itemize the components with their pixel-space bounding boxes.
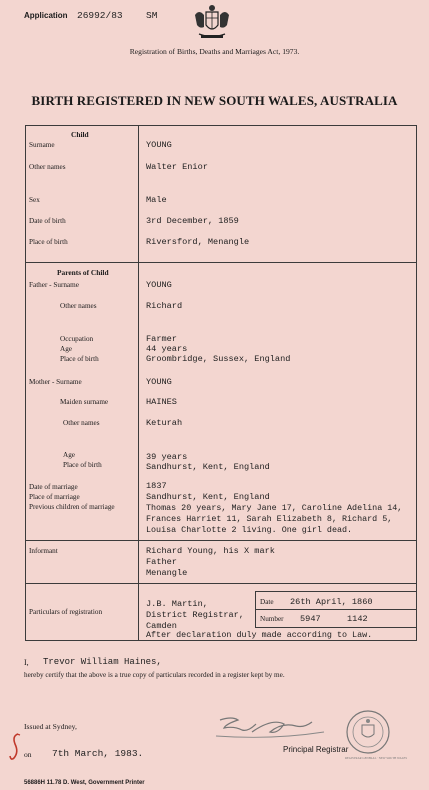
marriage-place: Sandhurst, Kent, England: [146, 492, 270, 502]
child-pob-label: Place of birth: [29, 238, 68, 246]
child-pob: Riversford, Menangle: [146, 237, 250, 247]
mother-age-label: Age: [63, 451, 75, 459]
column-divider: [138, 125, 139, 641]
certifier-name: Trevor William Haines,: [43, 657, 162, 667]
printer-footer: 56886H 11.78 D. West, Government Printer: [24, 780, 145, 786]
page-title: BIRTH REGISTERED IN NEW SOUTH WALES, AUSTRALIA: [31, 93, 398, 108]
maiden-surname-label: Maiden surname: [60, 398, 109, 406]
child-heading: Child: [71, 130, 89, 139]
father-occupation: Farmer: [146, 334, 177, 344]
initial-mark-icon: [9, 732, 23, 767]
date-box-top: [255, 591, 417, 592]
child-surname: YOUNG: [146, 140, 172, 150]
section-divider: [25, 262, 417, 263]
seal-text: REGISTRAR GENERAL · NEW SOUTH WALES: [345, 756, 408, 760]
father-pob-label: Place of birth: [60, 355, 99, 363]
registration-date: 26th April, 1860: [290, 597, 373, 607]
issue-on-label: on: [24, 750, 32, 759]
registrar-line: J.B. Martin,: [146, 599, 208, 609]
father-surname-label: Father - Surname: [29, 281, 79, 289]
coat-of-arms-icon: [191, 3, 233, 48]
issued-at-label: Issued at Sydney,: [24, 722, 77, 731]
child-sex: Male: [146, 195, 167, 205]
mother-other-names-label: Other names: [63, 419, 100, 427]
declaration-text: After declaration duly made according to Law.: [146, 630, 373, 640]
registration-date-label: Date: [260, 598, 274, 606]
father-surname: YOUNG: [146, 280, 172, 290]
child-surname-label: Surname: [29, 141, 55, 149]
registration-number-suffix: 1142: [347, 614, 368, 624]
register-table: [25, 125, 417, 641]
mother-pob: Sandhurst, Kent, England: [146, 462, 270, 472]
father-age-label: Age: [60, 345, 72, 353]
application-number: 26992/83: [77, 10, 123, 21]
act-title: Registration of Births, Deaths and Marriages Act, 1973.: [129, 47, 300, 56]
date-box-mid: [255, 609, 417, 610]
father-occupation-label: Occupation: [60, 335, 94, 343]
child-other-names: Walter Enior: [146, 162, 208, 172]
father-age: 44 years: [146, 344, 188, 354]
mother-age: 39 years: [146, 452, 188, 462]
certification-prefix: I,: [24, 658, 29, 667]
registration-label: Particulars of registration: [29, 608, 103, 616]
previous-children-label: Previous children of marriage: [29, 503, 115, 511]
father-other-names-label: Other names: [60, 302, 97, 310]
maiden-surname: HAINES: [146, 397, 177, 407]
mother-surname: YOUNG: [146, 377, 172, 387]
registrar-line: Camden: [146, 621, 177, 631]
informant-line: Richard Young, his X mark: [146, 546, 275, 556]
section-divider: [25, 540, 417, 541]
application-label: Application: [24, 11, 68, 20]
child-sex-label: Sex: [29, 196, 40, 204]
previous-children-line: Frances Harriet 11, Sarah Elizabeth 8, Richard 5,: [146, 514, 393, 524]
marriage-date-label: Date of marriage: [29, 483, 78, 491]
mother-pob-label: Place of birth: [63, 461, 102, 469]
previous-children-line: Thomas 20 years, Mary Jane 17, Caroline Adelina 14,: [146, 503, 403, 513]
certification-statement: hereby certify that the above is a true copy of particulars recorded in a register kept by me.: [24, 671, 285, 679]
mother-other-names: Keturah: [146, 418, 183, 428]
application-initials: SM: [146, 10, 158, 21]
registration-number: 5947: [300, 614, 321, 624]
child-dob-label: Date of birth: [29, 217, 66, 225]
child-dob: 3rd December, 1859: [146, 216, 239, 226]
marriage-place-label: Place of marriage: [29, 493, 80, 501]
informant-line: Father: [146, 557, 177, 567]
informant-label: Informant: [29, 547, 58, 555]
mother-surname-label: Mother - Surname: [29, 378, 82, 386]
parents-heading: Parents of Child: [57, 268, 109, 277]
informant-line: Menangle: [146, 568, 188, 578]
registrar-line: District Registrar,: [146, 610, 244, 620]
registry-seal-icon: [345, 709, 408, 760]
section-divider: [25, 583, 417, 584]
issue-date: 7th March, 1983.: [52, 748, 144, 759]
marriage-date: 1837: [146, 481, 167, 491]
child-other-names-label: Other names: [29, 163, 66, 171]
previous-children-line: Louisa Charlotte 2 living. One girl dead.: [146, 525, 353, 535]
registrar-title: Principal Registrar: [283, 745, 349, 754]
date-box-bottom: [255, 627, 417, 628]
father-pob: Groombridge, Sussex, England: [146, 354, 291, 364]
registration-number-label: Number: [260, 615, 284, 623]
father-other-names: Richard: [146, 301, 183, 311]
